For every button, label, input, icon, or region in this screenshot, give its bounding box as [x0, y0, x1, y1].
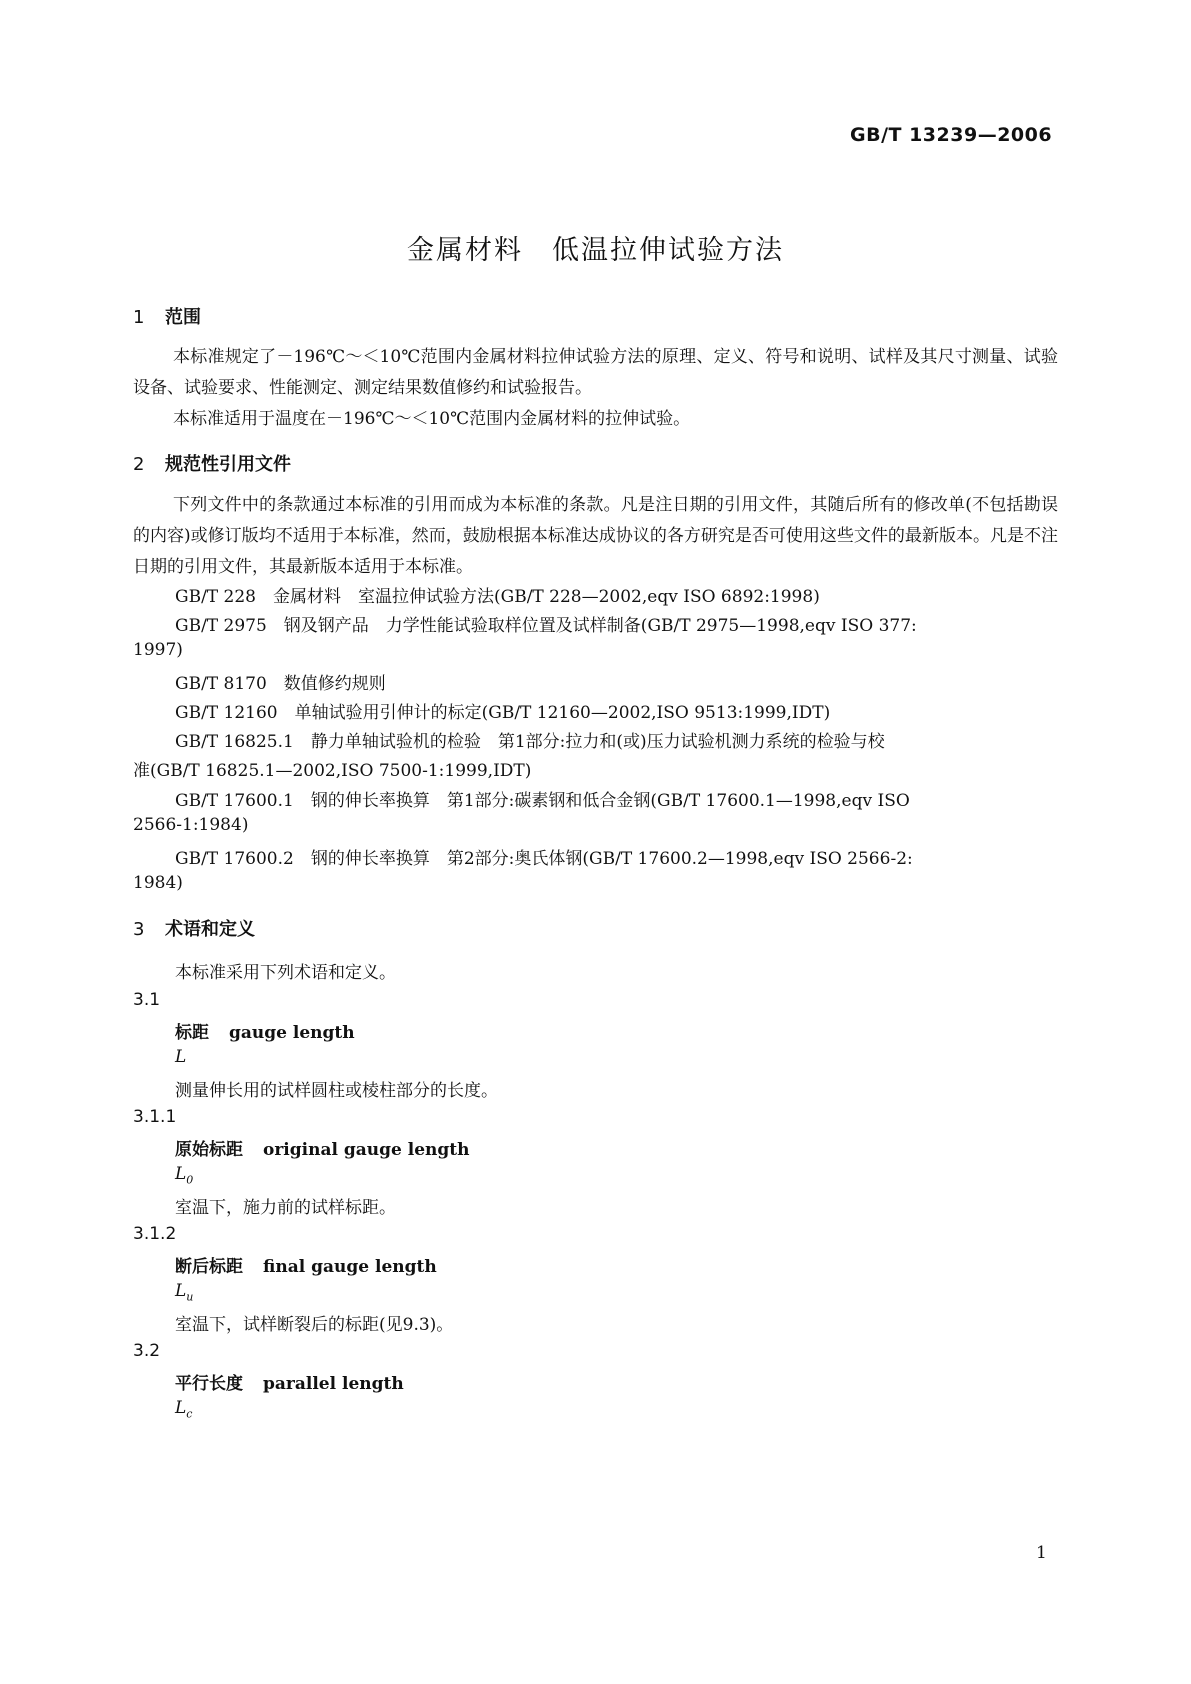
section-number: 2 — [133, 454, 145, 475]
standard-number: GB/T 13239—2006 — [850, 124, 1053, 146]
section-number: 1 — [133, 307, 145, 328]
term-heading — [175, 1369, 404, 1394]
term-english: original gauge length — [263, 1140, 470, 1160]
clause-number: 3.1.1 — [133, 1107, 177, 1127]
term-symbol: $L_0$ — [175, 1164, 194, 1187]
term-definition: 室温下，施力前的试样标距。 — [175, 1198, 396, 1218]
reference-line: GB/T 228 金属材料 室温拉伸试验方法(GB/T 228—2002,eqv ISO 6892:1998) — [175, 587, 820, 607]
term-english: gauge length — [229, 1023, 355, 1043]
term-heading — [175, 1135, 469, 1160]
term-definition: 测量伸长用的试样圆柱或棱柱部分的长度。 — [175, 1081, 498, 1101]
term-chinese: 标距 — [175, 1023, 209, 1043]
term-heading — [175, 1018, 355, 1043]
term-symbol: L — [175, 1047, 187, 1067]
term-chinese: 断后标距 — [175, 1257, 243, 1277]
section-2-heading — [133, 450, 291, 476]
reference-continuation: 1984) — [133, 873, 183, 893]
reference-line: GB/T 2975 钢及钢产品 力学性能试验取样位置及试样制备(GB/T 2975—1998,eqv ISO 377: — [175, 616, 917, 636]
section-1-paragraph-1: 本标准规定了－196℃～＜10℃范围内金属材料拉伸试验方法的原理、定义、符号和说明、试样及其尺寸测量、试验设备、试验要求、性能测定、测定结果数值修约和试验报告。 — [133, 347, 1058, 398]
reference-continuation: 2566-1:1984) — [133, 815, 249, 835]
section-3-intro: 本标准采用下列术语和定义。 — [175, 963, 396, 983]
section-title: 范围 — [165, 307, 201, 328]
term-chinese: 平行长度 — [175, 1374, 243, 1394]
section-title: 规范性引用文件 — [165, 454, 291, 475]
term-heading — [175, 1252, 437, 1277]
term-chinese: 原始标距 — [175, 1140, 243, 1160]
section-2-paragraph: 下列文件中的条款通过本标准的引用而成为本标准的条款。凡是注日期的引用文件，其随后所有的修改单(不包括勘误的内容)或修订版均不适用于本标准，然而，鼓励根据本标准达成协议的各方研究是否可使用这些文件的最新版本。凡是不注日期的引用文件，其最新版本适用于本标准。 — [133, 495, 1058, 577]
reference-line: GB/T 12160 单轴试验用引伸计的标定(GB/T 12160—2002,ISO 9513:1999,IDT) — [175, 703, 831, 723]
term-symbol: $L_c$ — [175, 1398, 193, 1421]
section-1-heading — [133, 303, 201, 329]
term-english: parallel length — [263, 1374, 404, 1394]
section-number: 3 — [133, 919, 145, 940]
clause-number: 3.1.2 — [133, 1224, 177, 1244]
term-symbol: $L_u$ — [175, 1281, 194, 1304]
clause-number: 3.2 — [133, 1341, 161, 1361]
term-english: final gauge length — [263, 1257, 437, 1277]
section-3-heading — [133, 915, 255, 941]
page-number: 1 — [1036, 1543, 1047, 1563]
section-title: 术语和定义 — [165, 919, 255, 940]
reference-line: GB/T 17600.1 钢的伸长率换算 第1部分:碳素钢和低合金钢(GB/T 17600.1—1998,eqv ISO — [175, 791, 910, 811]
reference-continuation: 准(GB/T 16825.1—2002,ISO 7500-1:1999,IDT) — [133, 761, 532, 781]
document-title: 金属材料 低温拉伸试验方法 — [407, 235, 784, 266]
reference-line: GB/T 8170 数值修约规则 — [175, 674, 386, 694]
reference-continuation: 1997) — [133, 640, 183, 660]
reference-line: GB/T 16825.1 静力单轴试验机的检验 第1部分:拉力和(或)压力试验机测力系统的检验与校 — [175, 732, 885, 752]
reference-line: GB/T 17600.2 钢的伸长率换算 第2部分:奥氏体钢(GB/T 17600.2—1998,eqv ISO 2566-2: — [175, 849, 913, 869]
clause-number: 3.1 — [133, 990, 161, 1010]
section-1-paragraph-2: 本标准适用于温度在－196℃～＜10℃范围内金属材料的拉伸试验。 — [173, 409, 691, 429]
term-definition: 室温下，试样断裂后的标距(见9.3)。 — [175, 1315, 454, 1335]
